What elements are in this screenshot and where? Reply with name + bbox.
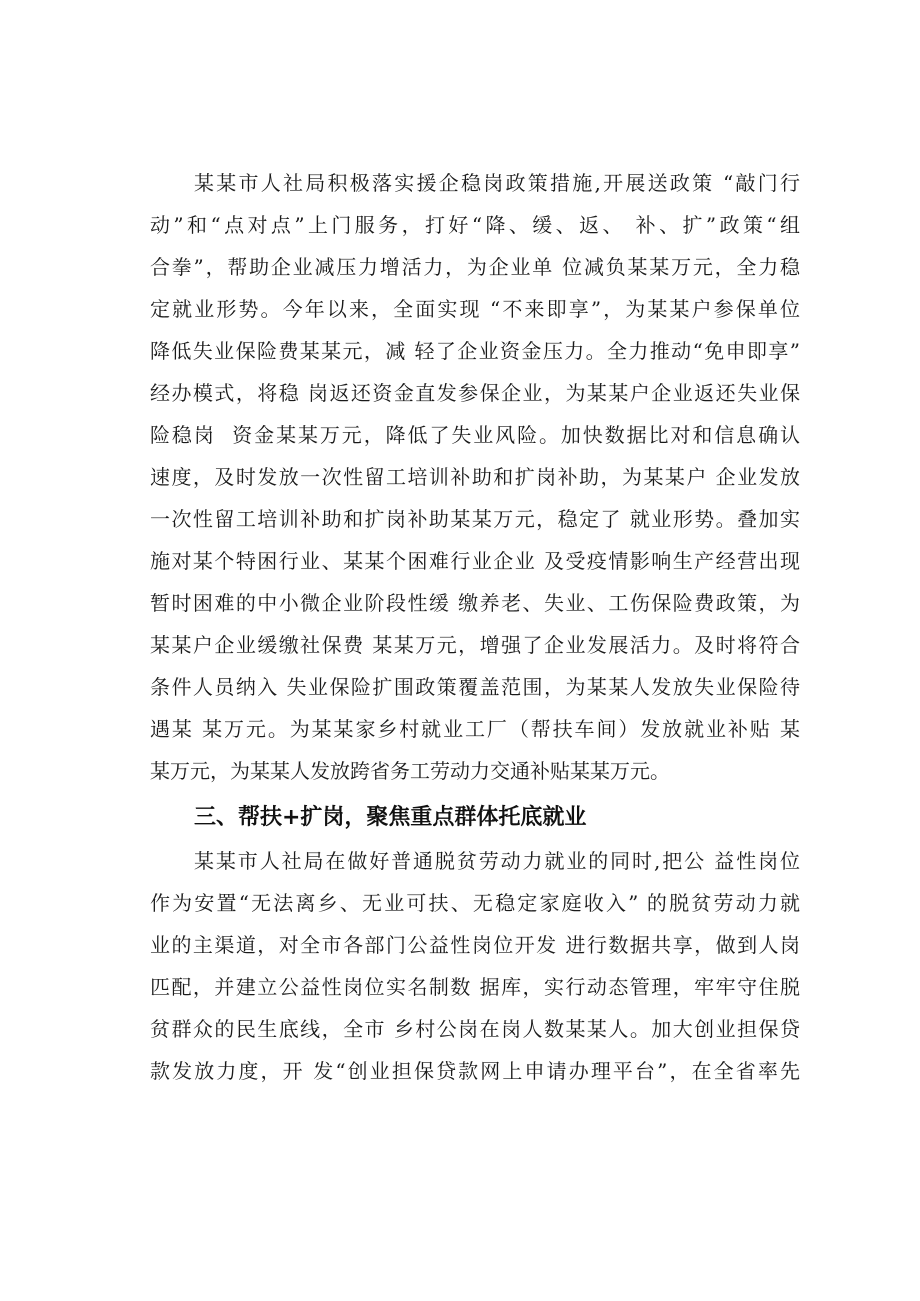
paragraph1-line: 动”和“点对点”上门服务，打好“降、缓、返、 补、扩”政策“组 <box>150 213 800 237</box>
section-heading: 三、帮扶+扩岗，聚焦重点群体托底就业 <box>194 805 587 830</box>
paragraph2-line: 匹配，并建立公益性岗位实名制数 据库，实行动态管理，牢牢守住脱 <box>150 975 800 999</box>
paragraph1-line: 某某户企业缓缴社保费 某某万元，增强了企业发展活力。及时将符合 <box>150 633 800 657</box>
paragraph2-line: 某某市人社局在做好普通脱贫劳动力就业的同时,把公 益性岗位 <box>194 849 800 873</box>
paragraph1-line: 某万元，为某某人发放跨省务工劳动力交通补贴某某万元。 <box>150 759 670 783</box>
paragraph1-line: 施对某个特困行业、某某个困难行业企业 及受疫情影响生产经营出现 <box>150 549 800 573</box>
paragraph1-line: 险稳岗 资金某某万元，降低了失业风险。加快数据比对和信息确认 <box>150 423 800 447</box>
paragraph1-line: 合拳”，帮助企业减压力增活力，为企业单 位减负某某万元，全力稳 <box>150 255 800 279</box>
paragraph2-line: 作为安置“无法离乡、无业可扶、无稳定家庭收入” 的脱贫劳动力就 <box>150 891 800 915</box>
paragraph1-line: 经办模式，将稳 岗返还资金直发参保企业，为某某户企业返还失业保 <box>150 381 800 405</box>
paragraph1-line: 暂时困难的中小微企业阶段性缓 缴养老、失业、工伤保险费政策，为 <box>150 591 800 615</box>
paragraph1-line: 速度，及时发放一次性留工培训补助和扩岗补助，为某某户 企业发放 <box>150 465 800 489</box>
paragraph2-line: 贫群众的民生底线，全市 乡村公岗在岗人数某某人。加大创业担保贷 <box>150 1017 800 1041</box>
paragraph2-line: 业的主渠道，对全市各部门公益性岗位开发 进行数据共享，做到人岗 <box>150 933 800 957</box>
paragraph1-line: 某某市人社局积极落实援企稳岗政策措施,开展送政策 “敲门行 <box>194 171 800 195</box>
paragraph1-line: 定就业形势。今年以来，全面实现 “不来即享”，为某某户参保单位 <box>150 297 800 321</box>
paragraph1-line: 遇某 某万元。为某某家乡村就业工厂（帮扶车间）发放就业补贴 某 <box>150 717 800 741</box>
paragraph1-line: 降低失业保险费某某元，减 轻了企业资金压力。全力推动“免申即享” <box>150 339 800 363</box>
paragraph1-line: 一次性留工培训补助和扩岗补助某某万元，稳定了 就业形势。叠加实 <box>150 507 800 531</box>
paragraph1-line: 条件人员纳入 失业保险扩围政策覆盖范围，为某某人发放失业保险待 <box>150 675 800 699</box>
paragraph2-line: 款发放力度，开 发“创业担保贷款网上申请办理平台”，在全省率先 <box>150 1059 800 1083</box>
